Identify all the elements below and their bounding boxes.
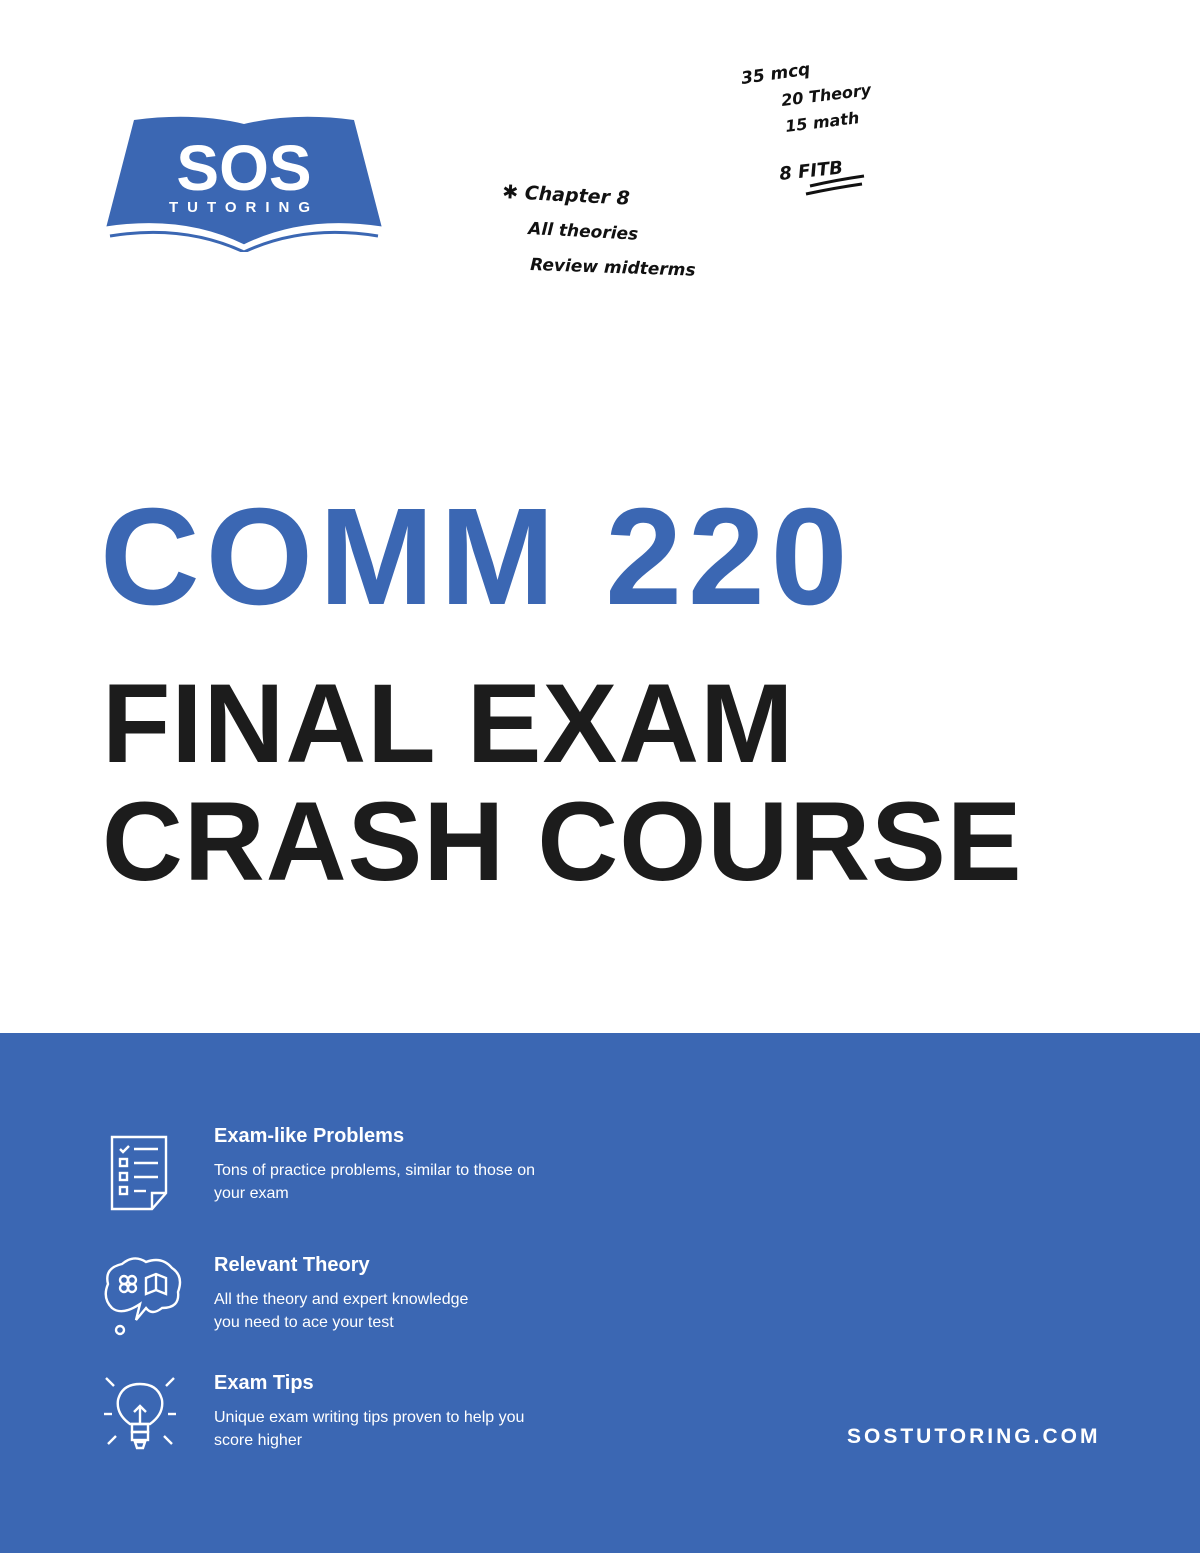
feature-description-line: Tons of practice problems, similar to those on: [214, 1162, 536, 1179]
handwritten-note-line: Review midterms: [529, 255, 696, 281]
logo-subtitle-text: TUTORING: [168, 199, 320, 216]
feature-description: [214, 1159, 574, 1205]
feature-description-line: your exam: [214, 1185, 289, 1202]
handwritten-note-line: All theories: [527, 219, 639, 245]
feature-description-line: All the theory and expert knowledge: [214, 1291, 469, 1308]
feature-title: Exam-like Problems: [214, 1125, 405, 1147]
handwritten-notes-left: [498, 168, 708, 288]
handwritten-note-line: 20 Theory: [780, 80, 873, 110]
checklist-icon: [100, 1133, 184, 1217]
handwritten-note-line: 8 FITB: [778, 157, 844, 185]
feature-title: Exam Tips: [214, 1372, 314, 1394]
handwritten-note-line: ✱ Chapter 8: [501, 181, 631, 210]
feature-description-line: Unique exam writing tips proven to help you: [214, 1409, 525, 1426]
page-title-line-2: CRASH COURSE: [102, 779, 1023, 904]
handwritten-note-line: 15 math: [784, 108, 861, 136]
feature-description-line: you need to ace your test: [214, 1314, 394, 1331]
website-link[interactable]: SOSTUTORING.COM: [847, 1425, 1101, 1448]
feature-description: [214, 1406, 574, 1452]
course-code: COMM 220: [100, 480, 854, 634]
handwritten-note-line: 35 mcq: [739, 59, 812, 89]
page-title-line-1: FINAL EXAM: [102, 661, 795, 786]
feature-description-line: score higher: [214, 1432, 303, 1449]
logo-brand-text: SOS: [176, 132, 312, 204]
handwritten-notes-right: [736, 58, 886, 206]
feature-title: Relevant Theory: [214, 1254, 370, 1276]
lightbulb-icon: [100, 1372, 184, 1456]
feature-description: [214, 1288, 574, 1334]
thought-bubble-icon: [100, 1254, 184, 1338]
sos-tutoring-logo: [104, 112, 384, 252]
